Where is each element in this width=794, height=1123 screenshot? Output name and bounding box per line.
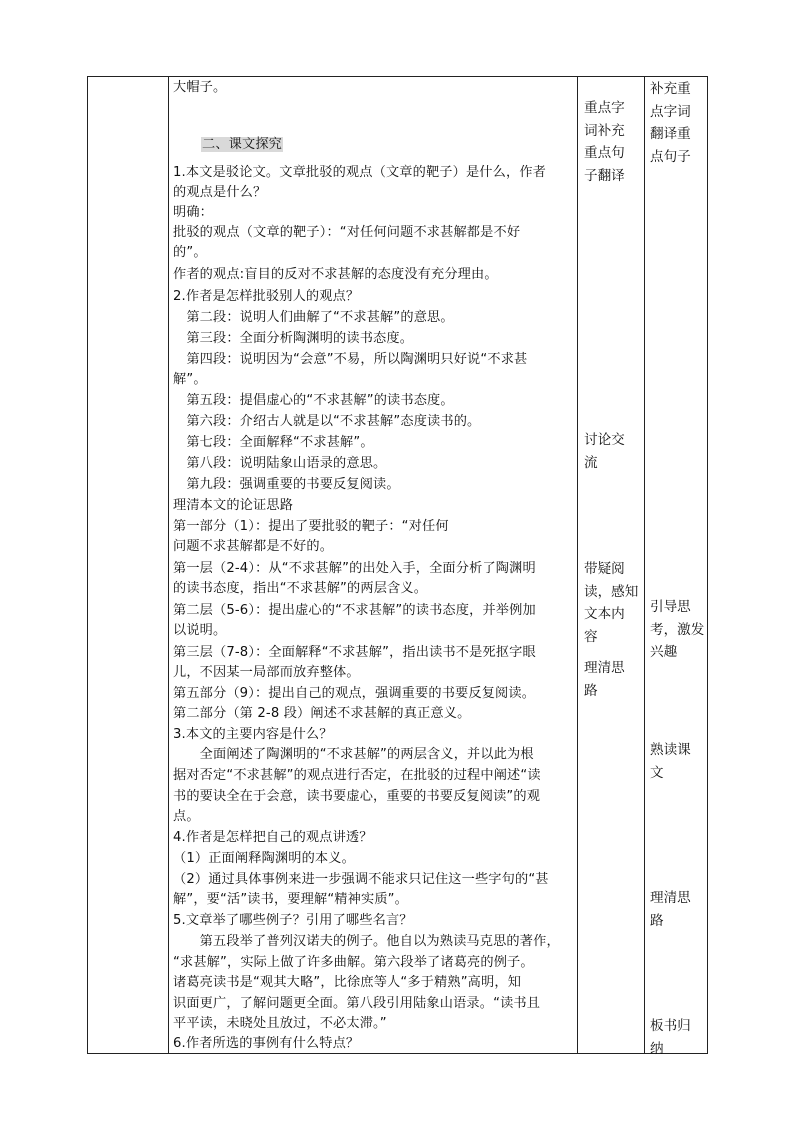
content-line: 书的要诀全在于会意，读书要虚心，重要的书要反复阅读”的观	[173, 789, 541, 804]
content-line: 第一层（2-4）：从“不求甚解”的出处入手，全面分析了陶渊明	[173, 561, 536, 576]
content-line: 第八段：说明陆象山语录的意思。	[173, 456, 387, 471]
content-line: 第五部分（9）：提出自己的观点，强调重要的书要反复阅读。	[173, 686, 536, 701]
activity-note: 带疑阅 读，感知 文本内 容	[584, 561, 639, 645]
intent-note: 补充重 点字词 翻译重 点句子	[650, 81, 691, 165]
content-line: 的”。	[173, 245, 207, 260]
intent-note: 板书归 纳	[650, 1018, 691, 1057]
content-line: 第九段：强调重要的书要反复阅读。	[173, 477, 400, 492]
content-line: 第二部分（第 2-8 段）阐述不求甚解的真正意义。	[173, 706, 471, 721]
content-line: 第三段：全面分析陶渊明的读书态度。	[173, 331, 414, 346]
question-line: 3.本文的主要内容是什么？	[173, 727, 333, 742]
content-line: 识面更广，了解问题更全面。第八段引用陆象山语录。“读书且	[173, 996, 541, 1011]
content-line: 全面阐述了陶渊明的“不求甚解”的两层含义，并以此为根	[173, 747, 534, 762]
question-line: 5.文章举了哪些例子？引用了哪些名言？	[173, 913, 413, 928]
question-line: 4.作者是怎样把自己的观点讲透？	[173, 830, 373, 845]
intent-note: 熟读课 文	[650, 742, 691, 781]
column-divider	[168, 77, 169, 1053]
content-line: 以说明。	[173, 623, 227, 638]
content-line: 据对否定“不求甚解”的观点进行否定，在批驳的过程中阐述“读	[173, 768, 541, 783]
section-heading-text: 二、课文探究	[202, 137, 283, 152]
content-line: 第三层（7-8）：全面解释“不求甚解”，指出读书不是死抠字眼	[173, 645, 536, 660]
content-line: 儿，不因某一局部而放弃整体。	[173, 665, 360, 680]
content-line: 批驳的观点（文章的靶子）：“对任何问题不求甚解都是不好	[173, 225, 521, 240]
content-line: 明确：	[173, 205, 214, 220]
question-line: 1.本文是驳论文。文章批驳的观点（文章的靶子）是什么，作者	[173, 165, 546, 180]
content-line: 第六段：介绍古人就是以“不求甚解”态度读书的。	[173, 414, 481, 429]
column-divider	[577, 77, 578, 1053]
content-line: 第二段：说明人们曲解了“不求甚解”的意思。	[173, 310, 454, 325]
content-line: 解”，要“活”读书，要理解“精神实质”。	[173, 892, 408, 907]
content-line: 作者的观点:盲目的反对不求甚解的态度没有充分理由。	[173, 267, 498, 282]
content-line: 大帽子。	[173, 80, 227, 95]
content-line: 第四段：说明因为“会意”不易，所以陶渊明只好说“不求甚	[173, 352, 528, 367]
content-line: 第五段举了普列汉诺夫的例子。他自以为熟读马克思的著作，	[173, 934, 560, 949]
content-line: （2）通过具体事例来进一步强调不能求只记住这一些字句的“甚	[173, 872, 549, 887]
content-line: 第五段：提倡虚心的“不求甚解”的读书态度。	[173, 393, 454, 408]
content-line: 第二层（5-6）：提出虚心的“不求甚解”的读书态度，并举例加	[173, 603, 536, 618]
content-line: 问题不求甚解都是不好的。	[173, 539, 334, 554]
question-line: 2.作者是怎样批驳别人的观点？	[173, 289, 360, 304]
content-line: 理清本文的论证思路	[173, 498, 294, 513]
content-line: 第七段：全面解释“不求甚解”。	[173, 435, 374, 450]
section-heading	[201, 135, 283, 154]
question-line: 6.作者所选的事例有什么特点？	[173, 1036, 360, 1051]
activity-note: 重点字 词补充 重点句 子翻译	[584, 100, 625, 184]
activity-note: 讨论交 流	[584, 432, 625, 471]
lesson-table	[87, 76, 708, 1057]
content-line: 平平读，未晓处且放过，不必太滞。”	[173, 1016, 387, 1031]
content-line: “求甚解”，实际上做了许多曲解。第六段举了诸葛亮的例子。	[173, 955, 534, 970]
column-divider	[644, 77, 645, 1053]
content-line: 的读书态度，指出“不求甚解”的两层含义。	[173, 581, 428, 596]
content-line: 点。	[173, 809, 200, 824]
intent-note: 理清思 路	[650, 890, 691, 929]
activity-note: 理清思 路	[584, 660, 625, 699]
content-line: 第一部分（1）：提出了要批驳的靶子：“对任何	[173, 519, 449, 534]
content-line: 诸葛亮读书是“观其大略”，比徐庶等人“多于精熟”高明，知	[173, 975, 522, 990]
content-line: 解”。	[173, 372, 207, 387]
intent-note: 引导思 考，激发 兴趣	[650, 599, 705, 660]
content-line: 的观点是什么？	[173, 185, 267, 200]
content-line: （1）正面阐释陶渊明的本义。	[173, 851, 355, 866]
